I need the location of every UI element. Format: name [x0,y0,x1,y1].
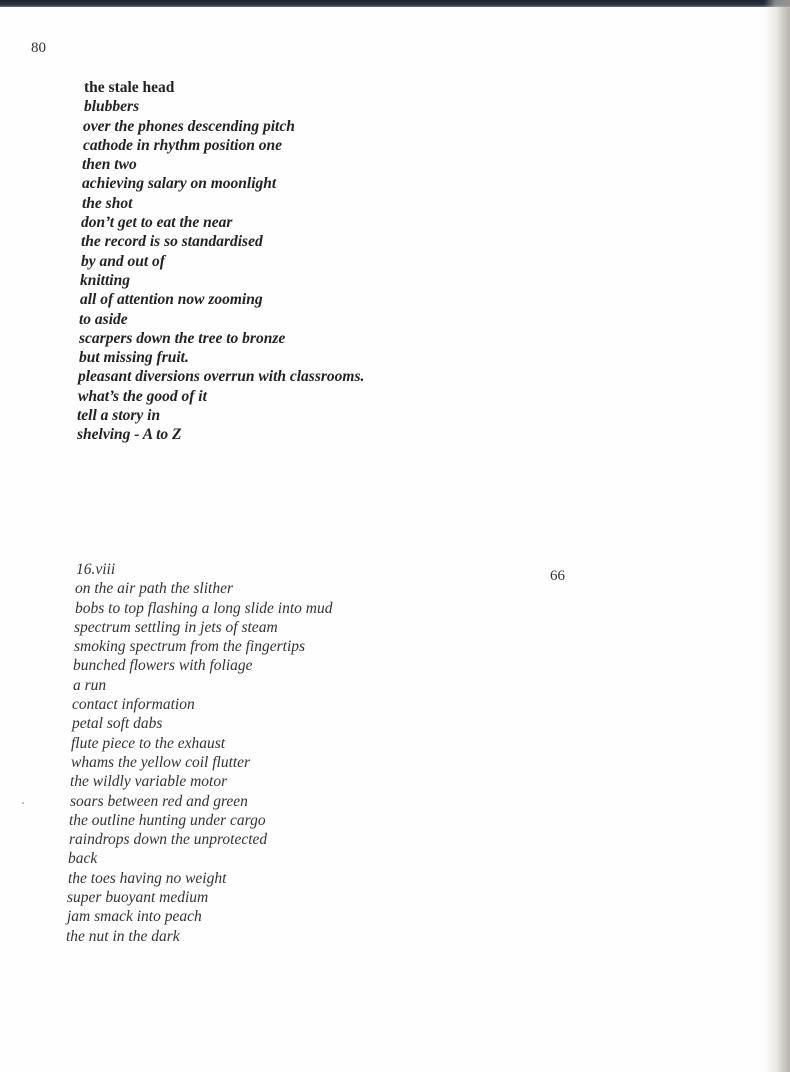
poem-line: super buoyant medium [67,889,209,907]
poem-line: the stale head [84,79,175,96]
poem-line: but missing fruit. [79,349,189,367]
poem-line: bobs to top flashing a long slide into mud [75,599,333,617]
poem-line: what’s the good of it [78,387,207,405]
page-number-middle: 66 [550,568,565,584]
poem-line: on the air path the slither [75,580,234,598]
poem-line: the outline hunting under cargo [69,811,266,829]
scan-top-edge [0,0,790,7]
poem-line: raindrops down the unprotected [69,831,268,849]
poem-two [0,560,332,946]
poem-line: a run [73,676,107,694]
poem-heading: 16.viii [76,561,116,578]
poem-one [0,78,364,445]
poem-line: don’t get to eat the near [81,214,233,232]
poem-line: spectrum settling in jets of steam [74,618,278,636]
poem-line: to aside [79,310,128,328]
poem-line: petal soft dabs [72,715,163,733]
poem-line: the shot [82,194,133,212]
paper-speck [22,802,24,804]
poem-line: bunched flowers with foliage [73,657,253,675]
poem-line: pleasant diversions overrun with classrooms. [78,368,365,386]
poem-line: tell a story in [77,407,161,425]
poem-line: blubbers [84,98,140,116]
poem-line: back [68,850,98,868]
page-number-top: 80 [31,40,46,56]
poem-line: soars between red and green [70,792,248,810]
poem-line: the toes having no weight [68,869,227,887]
poem-line: scarpers down the tree to bronze [79,329,286,347]
poem-line: knitting [80,271,130,289]
poem-line: shelving - A to Z [77,426,182,444]
poem-line: cathode in rhythm position one [83,136,282,154]
poem-line: whams the yellow coil flutter [71,753,251,771]
poem-line: then two [82,156,137,174]
poem-line: the record is so standardised [81,233,263,251]
poem-line: smoking spectrum from the fingertips [74,638,306,656]
poem-line: contact information [72,696,195,714]
poem-line: over the phones descending pitch [83,117,295,135]
poem-line: flute piece to the exhaust [71,734,226,752]
poem-line: all of attention now zooming [80,291,263,309]
spine-shadow [764,0,790,1072]
poem-line: the wildly variable motor [70,773,228,791]
poem-line: the nut in the dark [66,927,180,945]
poem-line: by and out of [81,252,165,270]
poem-line: jam smack into peach [67,908,202,926]
poem-line: achieving salary on moonlight [82,175,277,193]
